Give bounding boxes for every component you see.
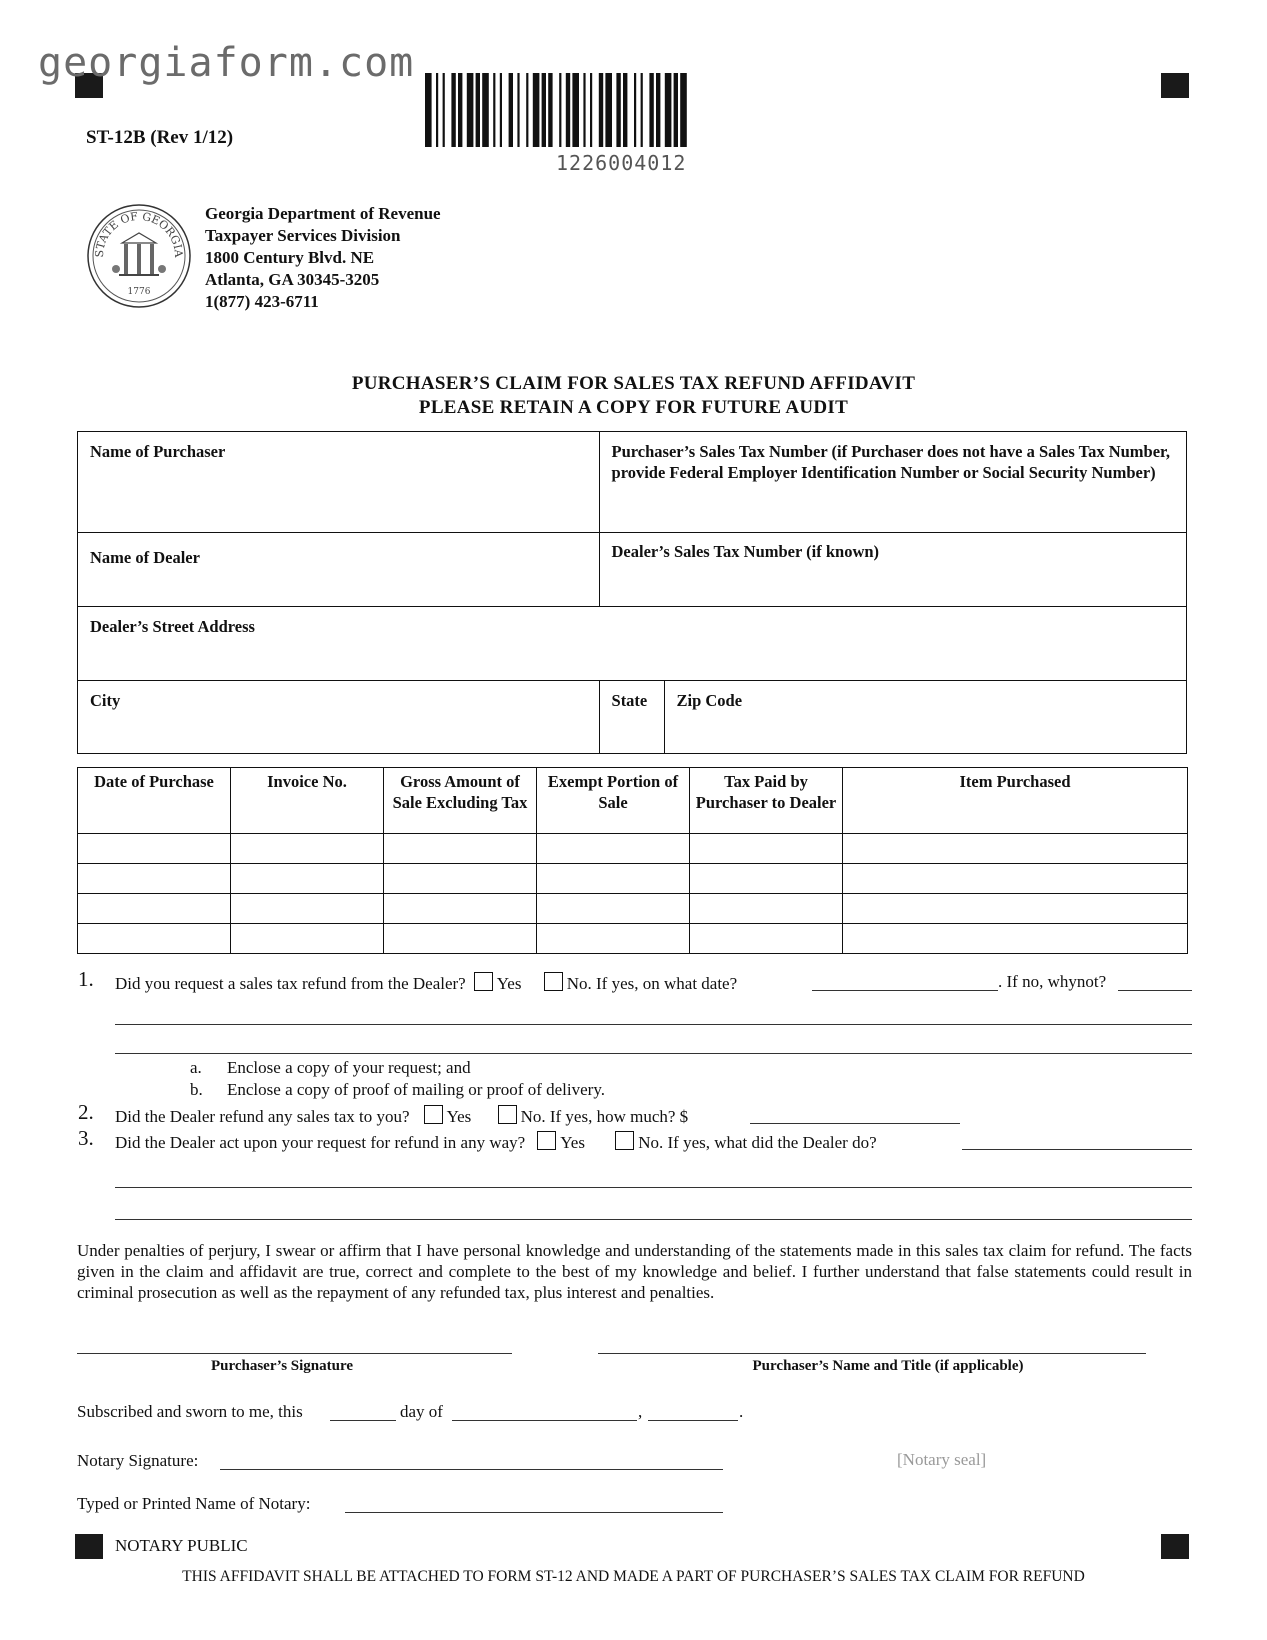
barcode-bar xyxy=(680,73,687,147)
q2-no-label: No. If yes, how much? $ xyxy=(520,1107,689,1126)
form-number: ST-12B (Rev 1/12) xyxy=(86,127,234,148)
barcode-bar xyxy=(616,73,620,147)
sworn-year-line[interactable] xyxy=(648,1420,738,1421)
table-row xyxy=(78,864,1188,894)
q1-why-label: . If no, whynot? xyxy=(998,972,1107,991)
q1-yes-label: Yes xyxy=(496,974,522,993)
header-tax-paid: Tax Paid by Purchaser to Dealer xyxy=(690,768,843,834)
barcode-bar xyxy=(451,73,455,147)
seal-text: STATE OF GEORGIA xyxy=(92,209,186,258)
table-cell[interactable] xyxy=(384,864,537,894)
question-3-number: 3. xyxy=(78,1126,94,1150)
notary-signature-line[interactable] xyxy=(220,1469,723,1470)
dealer-name-field[interactable]: Name of Dealer xyxy=(78,533,600,607)
table-cell[interactable] xyxy=(537,894,690,924)
table-cell[interactable] xyxy=(231,924,384,954)
q3-no-label: No. If yes, what did the Dealer do? xyxy=(638,1133,877,1152)
city-field[interactable]: City xyxy=(78,681,600,754)
form-title: PURCHASER’S CLAIM FOR SALES TAX REFUND AFFIDAVIT xyxy=(351,373,916,394)
question-3-text: Did the Dealer act upon your request for refund in any way? xyxy=(115,1133,526,1152)
registration-mark-bottom-left xyxy=(75,1534,103,1559)
q1-b-text: Enclose a copy of proof of mailing or proof of delivery. xyxy=(227,1080,605,1099)
sworn-period: . xyxy=(739,1402,744,1421)
barcode-bar xyxy=(493,73,495,147)
q3-no-checkbox[interactable] xyxy=(615,1131,634,1150)
georgia-seal-icon xyxy=(86,199,192,314)
q1-why-line[interactable] xyxy=(1118,990,1192,991)
barcode xyxy=(425,73,841,147)
purchaser-dealer-info-table xyxy=(77,431,1187,754)
q1-b-label: b. xyxy=(190,1080,203,1099)
question-2 xyxy=(115,1105,688,1127)
table-row xyxy=(78,924,1188,954)
barcode-bar xyxy=(649,73,653,147)
header-item-purchased: Item Purchased xyxy=(843,768,1188,834)
header-gross-amount: Gross Amount of Sale Excluding Tax xyxy=(384,768,537,834)
barcode-bar xyxy=(533,73,540,147)
q3-yes-label: Yes xyxy=(560,1133,585,1152)
table-cell[interactable] xyxy=(843,894,1188,924)
q3-answer-line-2[interactable] xyxy=(115,1219,1192,1220)
agency-address xyxy=(205,203,441,313)
perjury-statement: Under penalties of perjury, I swear or affirm that I have personal knowledge and understanding of the statements made in this sales tax claim for refund. The facts given in the claim and affidavit are true, correct and complete to the best of my knowledge and belief. I further understand that false statements could result in criminal prosecution as well as the repayment of any refunded tax, plus interest and penalties. xyxy=(77,1241,1192,1302)
question-2-text: Did the Dealer refund any sales tax to you? xyxy=(115,1107,410,1126)
agency-city: Atlanta, GA 30345-3205 xyxy=(205,270,380,289)
barcode-bar xyxy=(436,73,438,147)
table-cell[interactable] xyxy=(843,924,1188,954)
barcode-bar xyxy=(425,73,432,147)
q2-no-checkbox[interactable] xyxy=(498,1105,517,1124)
question-2-number: 2. xyxy=(78,1100,94,1124)
barcode-bar xyxy=(542,73,546,147)
sworn-prefix: Subscribed and sworn to me, this xyxy=(77,1402,303,1421)
agency-phone: 1(877) 423-6711 xyxy=(205,292,319,311)
table-cell[interactable] xyxy=(384,894,537,924)
table-cell[interactable] xyxy=(78,834,231,864)
barcode-bar xyxy=(590,73,592,147)
q1-yes-checkbox[interactable] xyxy=(474,972,493,991)
table-cell[interactable] xyxy=(537,834,690,864)
barcode-bar xyxy=(517,73,519,147)
dealer-address-field[interactable]: Dealer’s Street Address xyxy=(78,607,1187,681)
barcode-bar xyxy=(572,73,579,147)
registration-mark-top-right xyxy=(1161,73,1189,98)
q2-yes-label: Yes xyxy=(446,1107,472,1126)
barcode-bar xyxy=(605,73,612,147)
table-row xyxy=(78,894,1188,924)
state-field[interactable]: State xyxy=(599,681,664,754)
q1-date-line[interactable] xyxy=(812,990,998,991)
q3-yes-checkbox[interactable] xyxy=(537,1131,556,1150)
barcode-bar xyxy=(566,73,570,147)
purchase-items-table xyxy=(77,767,1188,954)
table-cell[interactable] xyxy=(78,894,231,924)
barcode-bar xyxy=(482,73,489,147)
table-cell[interactable] xyxy=(537,924,690,954)
barcode-bar xyxy=(623,73,627,147)
notary-seal-label: [Notary seal] xyxy=(897,1450,987,1469)
barcode-bar xyxy=(467,73,474,147)
table-cell[interactable] xyxy=(690,864,843,894)
header-date-of-purchase: Date of Purchase xyxy=(78,768,231,834)
barcode-bar xyxy=(500,73,502,147)
question-1-text: Did you request a sales tax refund from the Dealer? xyxy=(115,974,466,993)
purchaser-name-title-line[interactable] xyxy=(598,1353,1146,1354)
footer-note: THIS AFFIDAVIT SHALL BE ATTACHED TO FORM ST-12 AND MADE A PART OF PURCHASER’S SALES TAX CLAIM FOR REFUND xyxy=(182,1568,1085,1585)
table-cell[interactable] xyxy=(843,834,1188,864)
table-cell[interactable] xyxy=(690,894,843,924)
table-cell[interactable] xyxy=(78,924,231,954)
sworn-comma: , xyxy=(638,1402,643,1421)
q3-answer-line-1[interactable] xyxy=(115,1187,1192,1188)
barcode-bar xyxy=(526,73,528,147)
question-1 xyxy=(115,972,737,994)
barcode-bar xyxy=(656,73,660,147)
barcode-bar xyxy=(476,73,480,147)
barcode-bar xyxy=(641,73,643,147)
q2-amount-line[interactable] xyxy=(750,1123,960,1124)
sworn-month-line[interactable] xyxy=(452,1420,637,1421)
barcode-bar xyxy=(458,73,462,147)
barcode-bar xyxy=(599,73,603,147)
notary-printed-name-label: Typed or Printed Name of Notary: xyxy=(77,1494,311,1513)
barcode-bar xyxy=(634,73,636,147)
form-subtitle: PLEASE RETAIN A COPY FOR FUTURE AUDIT xyxy=(418,397,849,418)
table-cell[interactable] xyxy=(843,864,1188,894)
barcode-bar xyxy=(548,73,552,147)
registration-mark-bottom-right xyxy=(1161,1534,1189,1559)
purchaser-signature-label: Purchaser’s Signature xyxy=(210,1358,354,1374)
question-1-number: 1. xyxy=(78,967,94,991)
purchaser-signature-line[interactable] xyxy=(77,1353,512,1354)
seal-year: 1776 xyxy=(127,287,151,297)
table-cell[interactable] xyxy=(384,834,537,864)
question-3 xyxy=(115,1131,877,1153)
table-cell[interactable] xyxy=(231,834,384,864)
barcode-bar xyxy=(443,73,445,147)
table-cell[interactable] xyxy=(690,924,843,954)
purchaser-name-title-label: Purchaser’s Name and Title (if applicable) xyxy=(752,1358,1024,1374)
table-cell[interactable] xyxy=(384,924,537,954)
barcode-bar xyxy=(509,73,513,147)
q1-no-checkbox[interactable] xyxy=(544,972,563,991)
purchaser-tax-number-field[interactable]: Purchaser’s Sales Tax Number (if Purchaser does not have a Sales Tax Number, provide Federal Employer Identification Number or Social Security Number) xyxy=(599,432,1186,533)
notary-printed-name-line[interactable] xyxy=(345,1512,723,1513)
agency-street: 1800 Century Blvd. NE xyxy=(205,248,375,267)
barcode-bar xyxy=(559,73,561,147)
barcode-bar xyxy=(665,73,672,147)
barcode-bar xyxy=(583,73,585,147)
q1-answer-line-2[interactable] xyxy=(115,1053,1192,1054)
table-cell[interactable] xyxy=(231,864,384,894)
watermark: georgiaform.com xyxy=(38,40,415,86)
purchaser-name-field[interactable]: Name of Purchaser xyxy=(78,432,600,533)
barcode-number: 1226004012 xyxy=(556,151,687,175)
q3-answer-line[interactable] xyxy=(962,1149,1192,1150)
agency-division: Taxpayer Services Division xyxy=(205,226,401,245)
dealer-tax-number-field[interactable]: Dealer’s Sales Tax Number (if known) xyxy=(599,533,1186,607)
zip-field[interactable]: Zip Code xyxy=(664,681,1187,754)
agency-name: Georgia Department of Revenue xyxy=(205,204,441,223)
header-exempt-portion: Exempt Portion of Sale xyxy=(537,768,690,834)
notary-public-label: NOTARY PUBLIC xyxy=(115,1536,248,1555)
q1-answer-line-1[interactable] xyxy=(115,1024,1192,1025)
table-row xyxy=(78,834,1188,864)
table-cell[interactable] xyxy=(690,834,843,864)
table-cell[interactable] xyxy=(78,864,231,894)
sworn-day-line[interactable] xyxy=(330,1420,396,1421)
barcode-bar xyxy=(674,73,678,147)
q2-yes-checkbox[interactable] xyxy=(424,1105,443,1124)
q1-a-label: a. xyxy=(190,1058,202,1077)
notary-signature-label: Notary Signature: xyxy=(77,1451,199,1470)
q1-no-label: No. If yes, on what date? xyxy=(566,974,738,993)
q1-a-text: Enclose a copy of your request; and xyxy=(227,1058,471,1077)
table-cell[interactable] xyxy=(537,864,690,894)
table-cell[interactable] xyxy=(231,894,384,924)
sworn-mid: day of xyxy=(400,1402,443,1421)
header-invoice-no: Invoice No. xyxy=(231,768,384,834)
